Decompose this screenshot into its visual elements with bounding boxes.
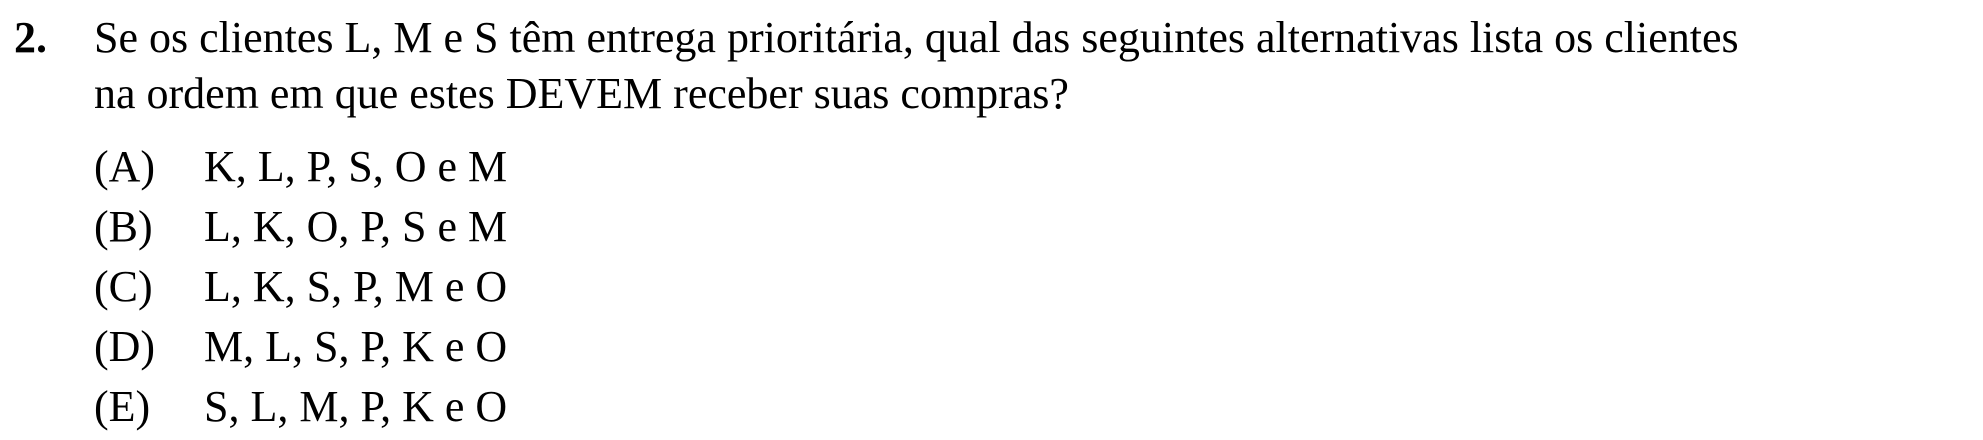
option-text: L, K, O, P, S e M <box>204 202 508 251</box>
answer-options-list <box>94 137 507 437</box>
question-number: 2. <box>14 13 47 62</box>
option-letter: (D) <box>94 322 156 371</box>
option-b[interactable] <box>94 197 507 257</box>
option-e[interactable] <box>94 377 507 437</box>
option-text: M, L, S, P, K e O <box>204 322 508 371</box>
option-letter: (C) <box>94 262 153 311</box>
option-text: K, L, P, S, O e M <box>204 142 508 191</box>
option-text: L, K, S, P, M e O <box>204 262 508 311</box>
question-stem <box>94 10 1983 122</box>
option-letter: (E) <box>94 382 151 431</box>
option-c[interactable] <box>94 257 507 317</box>
question-stem-line: Se os clientes L, M e S têm entrega prioritária, qual das seguintes alternativas lista os clientes <box>94 13 1739 62</box>
option-text: S, L, M, P, K e O <box>204 382 508 431</box>
option-letter: (A) <box>94 142 156 191</box>
option-letter: (B) <box>94 202 153 251</box>
option-a[interactable] <box>94 137 507 197</box>
option-d[interactable] <box>94 317 507 377</box>
question-stem-line: na ordem em que estes DEVEM receber suas compras? <box>94 69 1069 118</box>
